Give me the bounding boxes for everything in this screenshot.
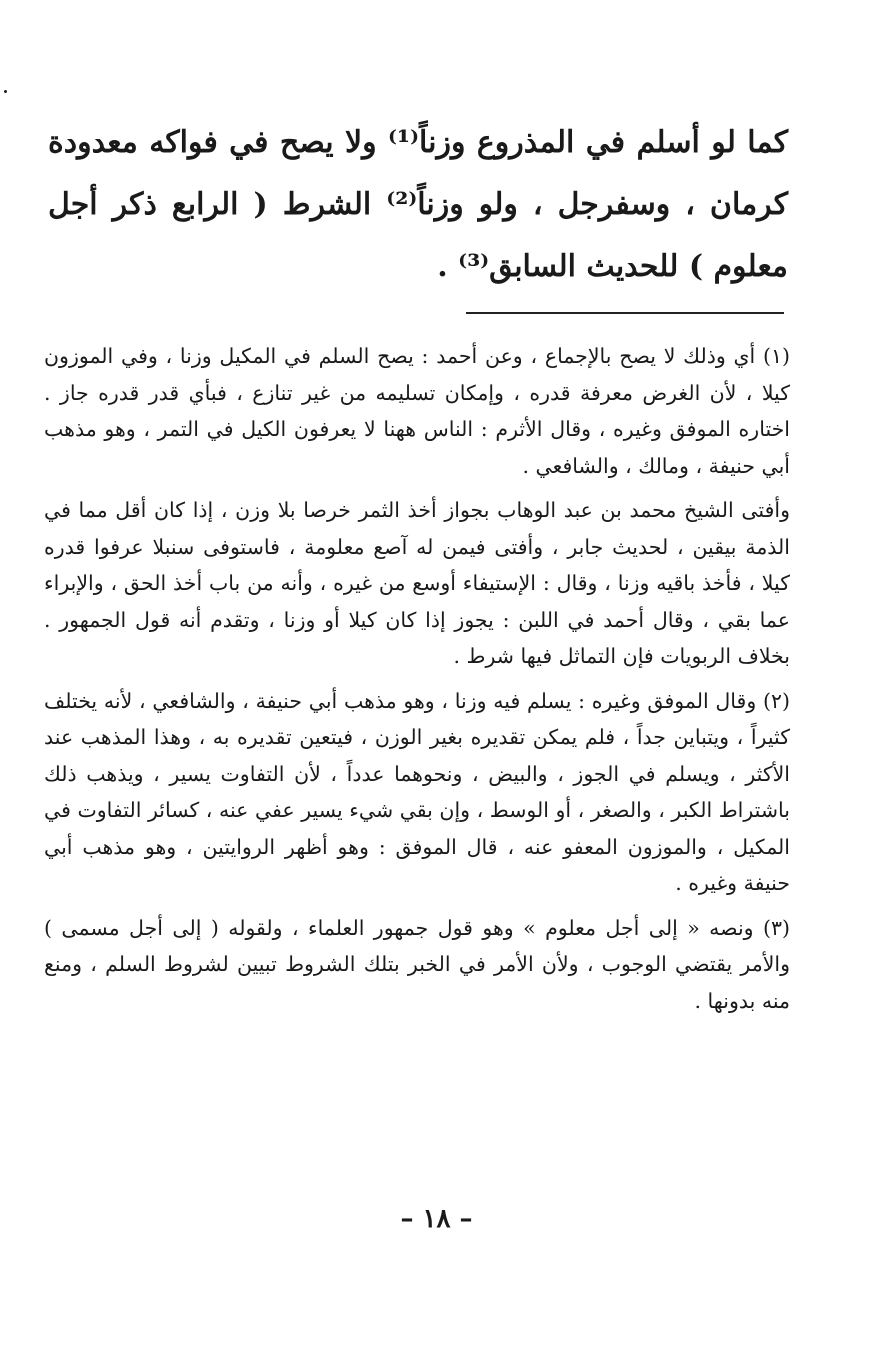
page-number: – ١٨ – (400, 1204, 473, 1234)
footnote-2: (٢) وقال الموفق وغيره : يسلم فيه وزنا ، وهو مذهب أبي حنيفة ، والشافعي ، لأنه يختلف كثيراً ، ويتباين جداً ، فلم يمكن تقديره بغير الوزن ، فيتعين تقديره به ، وهذا المذهب عند الأكثر ، ويسلم في الجوز ، والبيض ، ونحوهما عدداً ، لأن التفاوت يسير ، ويذهب ذلك باشتراط الكبر ، والصغر ، أو الوسط ، وإن بقي شيء يسير عفي عنه ، كسائر التفاوت في المكيل ، والموزون المعفو عنه ، قال الموفق : وهو أظهر الروايتين ، وهو مذهب أبي حنيفة وغيره . (44, 688, 790, 895)
footnote-separator-rule (466, 312, 784, 314)
footnote-1: (١) أي وذلك لا يصح بالإجماع ، وعن أحمد : يصح السلم في المكيل وزنا ، وفي الموزون كيلا ، لأن الغرض معرفة قدره ، وإمكان تسليمه من غير تنازع ، فبأي قدر قدره جاز . اختاره الموفق وغيره ، وقال الأثرم : الناس ههنا لا يعرفون الكيل في التمر ، وهو مذهب أبي حنيفة ، ومالك ، والشافعي . (44, 344, 790, 478)
footnote-1-continued: وأفتى الشيخ محمد بن عبد الوهاب بجواز أخذ الثمر خرصا بلا وزن ، إذا كان أقل مما في الذمة بيقين ، لحديث جابر ، وأفتى فيمن له آصع معلومة ، فاستوفى سنبلا عرفوا قدره كيلا ، فأخذ باقيه وزنا ، وقال : الإستيفاء أوسع من غيره ، وأنه من باب أخذ الحق ، والإبراء عما بقي ، وقال أحمد في اللبن : يجوز إذا كان كيلا أو وزنا ، وتقدم أنه قول الجمهور . بخلاف الربويات فإن التماثل فيها شرط . (44, 498, 790, 668)
footnote-3: (٣) ونصه « إلى أجل معلوم » وهو قول جمهور العلماء ، ولقوله ( إلى أجل مسمى ) والأمر يقتضي الوجوب ، ولأن الأمر في الخبر بتلك الشروط تبيين لشروط السلم ، ومنع منه بدونها . (44, 915, 790, 1013)
footnotes-section (44, 338, 790, 1027)
ink-speck (4, 90, 7, 93)
main-text-block (48, 112, 788, 298)
main-paragraph: كما لو أسلم في المذروع وزناً⁽¹⁾ ولا يصح في فواكه معدودة كرمان ، وسفرجل ، ولو وزناً⁽²⁾ الشرط ( الرابع ذكر أجل معلوم ) للحديث السابق⁽³⁾ . (48, 125, 788, 284)
